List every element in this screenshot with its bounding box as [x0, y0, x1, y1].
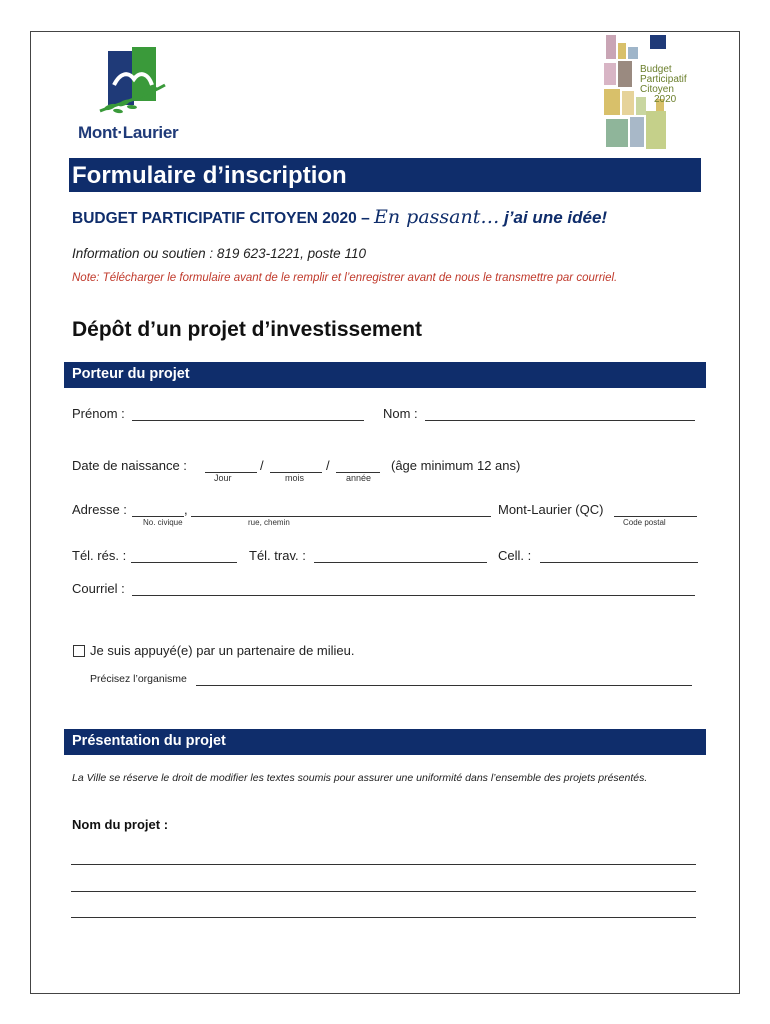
city-label: Mont-Laurier (QC) — [498, 502, 604, 517]
prenom-field[interactable] — [132, 420, 364, 421]
courriel-label: Courriel : — [72, 581, 125, 596]
title-bar — [69, 158, 701, 192]
code-postal-caption: Code postal — [623, 518, 666, 527]
age-note: (âge minimum 12 ans) — [391, 458, 521, 473]
subtitle — [72, 206, 607, 228]
tel-trav-label: Tél. trav. : — [249, 548, 306, 563]
nom-label: Nom : — [383, 406, 418, 421]
no-civique-caption: No. civique — [143, 518, 183, 527]
badge-text — [640, 65, 687, 105]
mont-laurier-logo — [70, 45, 200, 145]
partner-checkbox[interactable] — [73, 645, 85, 657]
subtitle-idea: j’ai une idée! — [499, 208, 608, 227]
dob-sep-2: / — [326, 458, 330, 473]
project-name-line-3[interactable] — [71, 917, 696, 918]
adresse-label: Adresse : — [72, 502, 127, 517]
tel-res-label: Tél. rés. : — [72, 548, 127, 563]
section-porteur — [64, 362, 706, 388]
budget-participatif-logo — [600, 33, 687, 155]
section-presentation-title: Présentation du projet — [72, 733, 226, 749]
cell-label: Cell. : — [498, 548, 532, 563]
partner-checkbox-label: Je suis appuyé(e) par un partenaire de milieu. — [90, 643, 355, 658]
project-name-label: Nom du projet : — [72, 817, 169, 832]
prenom-label: Prénom : — [72, 406, 125, 421]
main-heading: Dépôt d’un projet d’investissement — [72, 318, 423, 341]
project-name-line-1[interactable] — [71, 864, 696, 865]
note-line: Note: Télécharger le formulaire avant de le remplir et l’enregistrer avant de nous le transmettre par courriel. — [72, 272, 618, 284]
dob-label: Date de naissance : — [72, 458, 187, 473]
subtitle-script: En passant… — [374, 206, 500, 228]
section-porteur-title: Porteur du projet — [72, 366, 190, 382]
tel-trav-field[interactable] — [314, 562, 487, 563]
organisme-field[interactable] — [196, 685, 692, 686]
disclaimer: La Ville se réserve le droit de modifier les textes soumis pour assurer une uniformité dans l’ensemble des projets présentés. — [72, 772, 648, 784]
rue-caption: rue, chemin — [248, 518, 290, 527]
org-wordmark: Mont·Laurier — [78, 123, 179, 142]
tel-res-field[interactable] — [131, 562, 237, 563]
rue-field[interactable] — [191, 516, 491, 517]
form-title: Formulaire d’inscription — [72, 162, 347, 189]
info-line: Information ou soutien : 819 623-1221, poste 110 — [72, 246, 366, 261]
subtitle-prefix: BUDGET PARTICIPATIF CITOYEN 2020 – — [72, 210, 375, 227]
cell-field[interactable] — [540, 562, 698, 563]
code-postal-field[interactable] — [614, 516, 697, 517]
nom-field[interactable] — [425, 420, 695, 421]
courriel-field[interactable] — [132, 595, 695, 596]
dob-month-caption: mois — [285, 473, 305, 483]
badge-line-1: Budget — [640, 64, 672, 75]
dob-year-caption: année — [346, 473, 372, 483]
project-name-line-2[interactable] — [71, 891, 696, 892]
badge-line-3: Citoyen — [640, 84, 674, 95]
dob-day-caption: Jour — [214, 473, 232, 483]
mont-laurier-emblem-icon — [70, 45, 200, 125]
organisme-label: Précisez l’organisme — [90, 673, 187, 685]
dob-sep-1: / — [260, 458, 264, 473]
address-comma: , — [184, 502, 188, 517]
section-presentation — [64, 729, 706, 755]
badge-line-4: 2020 — [654, 94, 677, 105]
badge-line-2: Participatif — [640, 74, 687, 85]
no-civique-field[interactable] — [132, 516, 184, 517]
